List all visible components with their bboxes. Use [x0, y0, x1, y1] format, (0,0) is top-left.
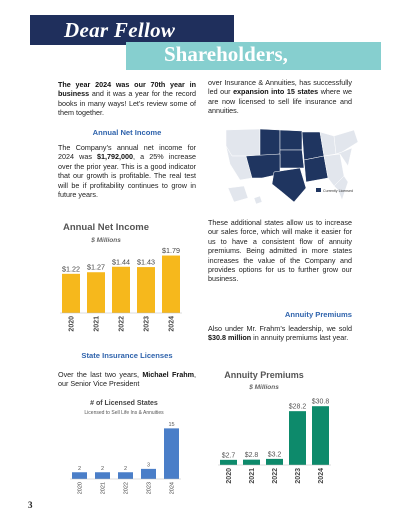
- annuity-text-a: Also under Mr. Frahm’s leadership, we sold: [208, 324, 352, 333]
- annuity-tick-2023: 2023: [294, 468, 302, 484]
- net-income-chart-subtitle: $ Millions: [91, 237, 121, 244]
- net-income-value-label-2021: $1.27: [87, 262, 105, 272]
- net-income-tick-2022: 2022: [118, 316, 126, 332]
- net-income-bar-2023: [137, 267, 155, 313]
- licensed-states-chart: [68, 395, 198, 500]
- annuity-tick-2021: 2021: [248, 468, 256, 484]
- header-banner-navy: [30, 15, 234, 45]
- annuity-tick-2024: 2024: [317, 468, 325, 484]
- heading-state-licenses: State Insurance Licenses: [81, 351, 173, 360]
- annuity-bar-2021: [243, 460, 260, 465]
- intro-paragraph: [58, 80, 196, 118]
- net-income-bar-2020: [62, 274, 80, 313]
- annuity-amount: $30.8 million: [208, 333, 252, 343]
- net-income-bar-2022: [112, 267, 130, 313]
- net-income-value-label-2020: $1.22: [62, 264, 80, 274]
- licensed-states-tick-2024: 2024: [169, 482, 176, 495]
- licensed-states-tick-2021: 2021: [100, 482, 107, 495]
- income-text-c: , a 25% increase over the prior year. This is a good indicator that our growth is profitable. The real test will be if profitability continues to grow in future years.: [58, 152, 196, 200]
- expansion-text-c: where we are now licensed to sell life insurance and annuities.: [208, 87, 353, 116]
- annuity-bar-2022: [266, 459, 283, 465]
- net-income-bar-2021: [87, 272, 105, 313]
- net-income-value-label-2023: $1.43: [137, 257, 155, 267]
- annuity-tick-2022: 2022: [271, 468, 279, 484]
- map-region-plains-n: [280, 130, 302, 150]
- net-income-tick-2021: 2021: [93, 316, 101, 332]
- expansion-paragraph: [208, 78, 352, 116]
- net-income-value-label-2022: $1.44: [112, 257, 130, 267]
- lic-text-c: , our Senior Vice President: [58, 370, 197, 389]
- header-title-line1: Dear Fellow: [64, 18, 176, 42]
- net-income-tick-2023: 2023: [143, 316, 151, 332]
- annuity-chart-subtitle: $ Millions: [249, 384, 279, 391]
- map-legend-label: Currently Licensed: [323, 188, 353, 193]
- annuity-text-c: in annuity premiums last year.: [251, 333, 349, 343]
- net-income-chart: [58, 218, 198, 338]
- net-income-chart-title: Annual Net Income: [62, 222, 150, 233]
- licensed-states-tick-2020: 2020: [77, 482, 84, 495]
- licensed-states-value-label-2022: 2: [123, 465, 128, 472]
- annuity-bar-2024: [312, 406, 329, 465]
- licensed-states-chart-subtitle: Licensed to Sell Life Ins & Annuities: [84, 410, 164, 416]
- intro-bold: The year 2024 was our 70th year in business: [58, 80, 196, 99]
- licenses-paragraph: [58, 370, 196, 389]
- income-text-a: The Company’s annual net income for 2024 was: [58, 143, 196, 162]
- map-region-texas: [272, 168, 306, 202]
- page-number: 3: [28, 500, 33, 510]
- lic-name: Michael Frahm: [142, 370, 195, 379]
- annuity-value-label-2023: $28.2: [288, 403, 307, 411]
- licensed-states-bar-2024: [164, 428, 179, 479]
- licensed-states-value-label-2024: 15: [168, 421, 175, 428]
- annuity-value-label-2024: $30.8: [311, 398, 330, 406]
- net-income-tick-2020: 2020: [68, 316, 76, 332]
- heading-annual-net-income: Annual Net Income: [92, 128, 162, 137]
- licensed-states-value-label-2020: 2: [77, 465, 82, 472]
- income-paragraph: [58, 143, 196, 199]
- net-income-bar-2024: [162, 256, 180, 313]
- lic-text-a: Over the last two years,: [58, 370, 143, 379]
- annuity-value-label-2022: $3.2: [267, 451, 282, 459]
- annuity-premiums-chart: [214, 366, 354, 494]
- us-licensed-states-map: [222, 126, 362, 208]
- map-region-alaska: [228, 186, 248, 202]
- licensed-states-value-label-2021: 2: [100, 465, 105, 472]
- heading-annuity-premiums: Annuity Premiums: [284, 310, 352, 319]
- map-region-mountain: [260, 129, 280, 156]
- annuity-value-label-2021: $2.8: [244, 452, 259, 460]
- expansion-text-a: over Insurance & Annuities, has successfully led our: [208, 78, 352, 97]
- income-amount: $1,792,000: [97, 152, 134, 162]
- expansion-bold: expansion into 15 states: [233, 87, 319, 97]
- map-region-plains-s: [280, 150, 304, 168]
- net-income-value-label-2024: $1.79: [162, 246, 180, 256]
- map-region-south-central: [304, 156, 328, 182]
- licensed-states-tick-2022: 2022: [123, 482, 130, 495]
- annuity-value-label-2020: $2.7: [221, 452, 236, 460]
- map-legend-swatch: [316, 188, 321, 192]
- header-banner-teal: [126, 42, 381, 70]
- states-benefit-paragraph: These additional states allow us to increase our sales force, which will make it easier for us to have a consistent flow of annuity premiums. Being admitted in more states increases the value of the Company and provides options for us to further grow our business.: [208, 218, 352, 284]
- map-region-hawaii: [254, 196, 262, 204]
- intro-rest: and it was a year for the record books in many ways! Let’s review some of them together.: [58, 89, 196, 118]
- licensed-states-chart-title: # of Licensed States: [90, 400, 158, 407]
- licensed-states-value-label-2023: 3: [146, 462, 151, 469]
- licensed-states-tick-2023: 2023: [146, 482, 153, 495]
- licensed-states-bar-2020: [72, 472, 87, 479]
- annuity-bar-2023: [289, 411, 306, 465]
- licensed-states-bar-2021: [95, 472, 110, 479]
- annuity-paragraph: [208, 324, 352, 343]
- licensed-states-bar-2023: [141, 469, 156, 479]
- map-region-northwest: [226, 129, 260, 156]
- annuity-bar-2020: [220, 460, 237, 465]
- header-title-line2: Shareholders,: [164, 42, 288, 66]
- annuity-chart-title: Annuity Premiums: [224, 370, 304, 380]
- net-income-tick-2024: 2024: [168, 316, 176, 332]
- licensed-states-bar-2022: [118, 472, 133, 479]
- annuity-tick-2020: 2020: [225, 468, 233, 484]
